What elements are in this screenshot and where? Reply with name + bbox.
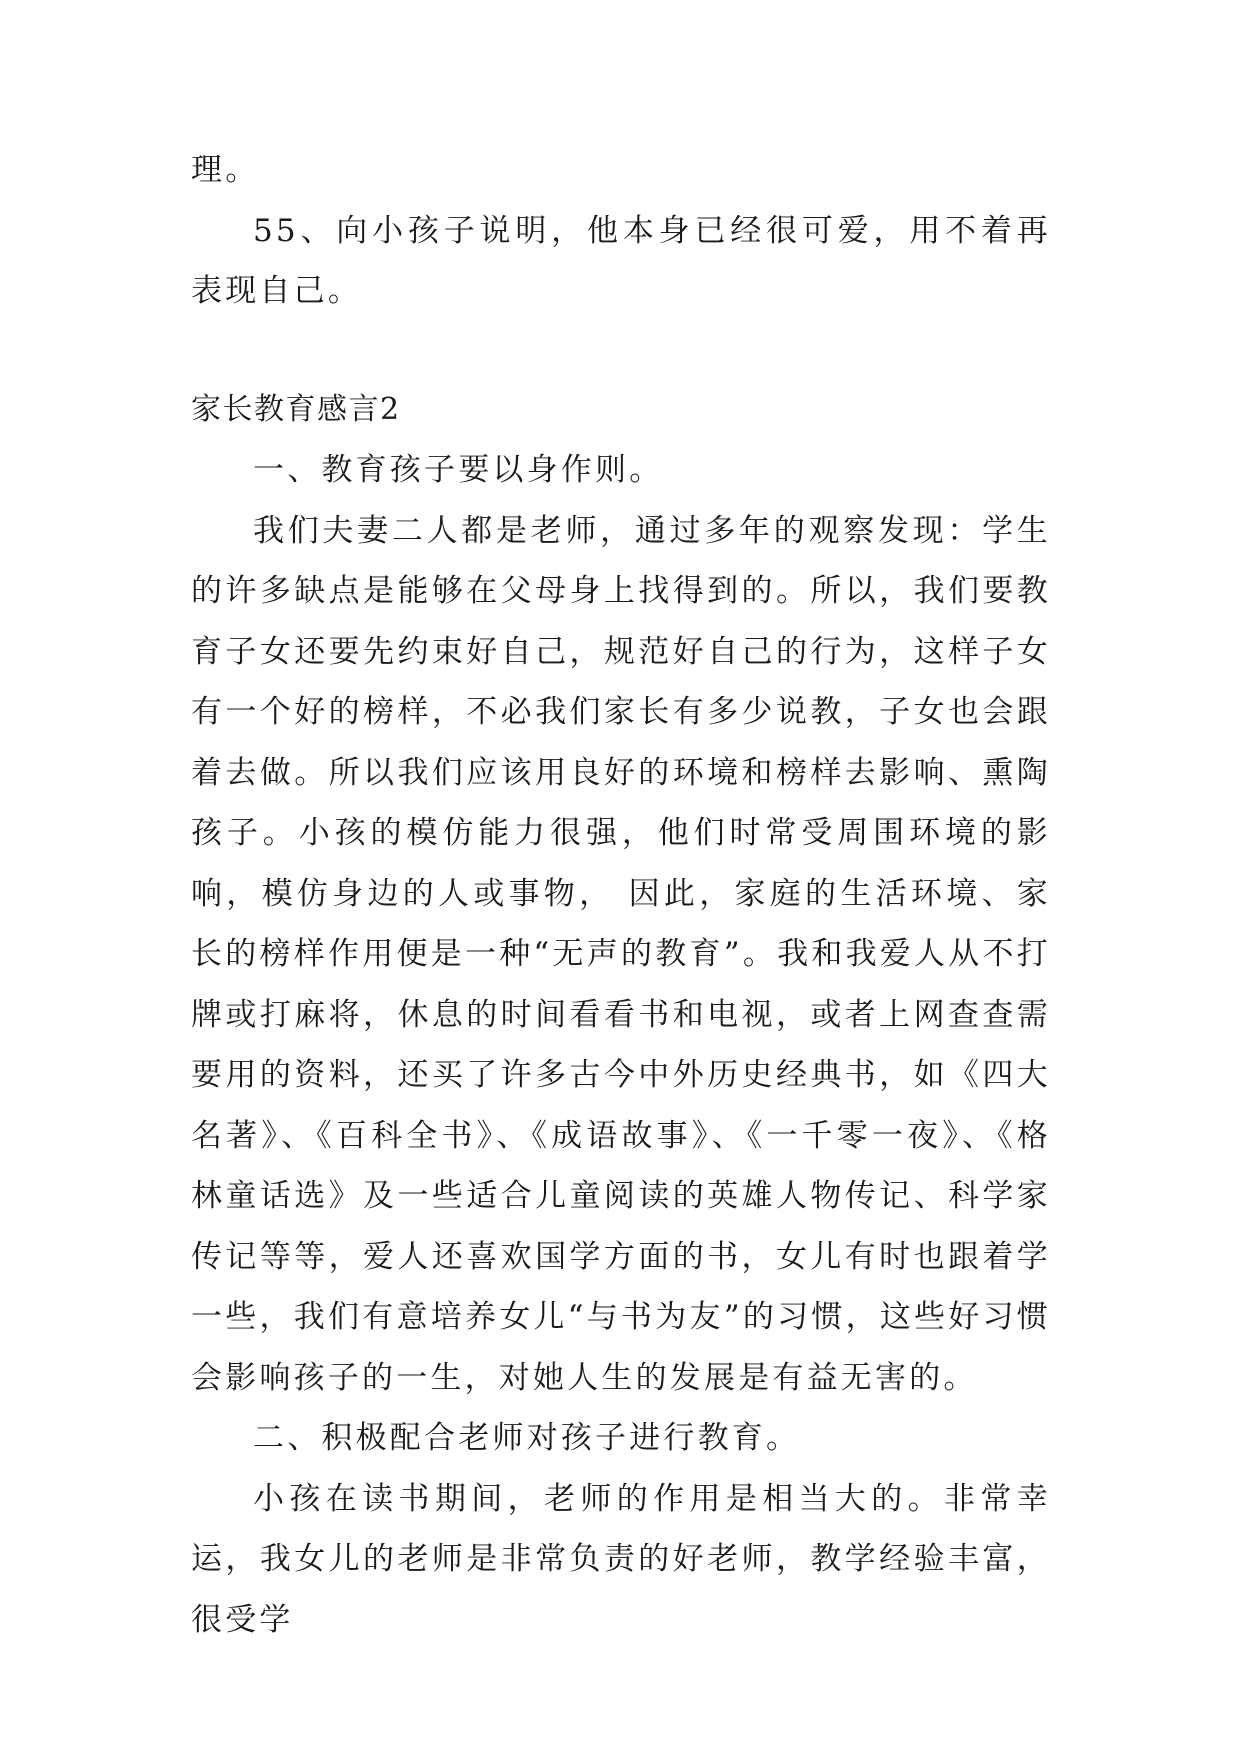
paragraph-item-55: 55、向小孩子说明，他本身已经很可爱，用不着再表现自己。 (191, 212, 1051, 309)
subheading-two: 二、积极配合老师对孩子进行教育。 (253, 1420, 801, 1456)
section-heading: 家长教育感言2 (191, 391, 401, 427)
paragraph-continuation: 理。 (191, 152, 260, 188)
paragraph-body-one: 我们夫妻二人都是老师，通过多年的观察发现：学生的许多缺点是能够在父母身上找得到的。所以，我们要教育子女还要先约束好自己，规范好自己的行为，这样子女有一个好的榜样，不必我们家长有多少说教，子女也会跟着去做。所以我们应该用良好的环境和榜样去影响、熏陶孩子。小孩的模仿能力很强，他们时常受周围环境的影响，模仿身边的人或事物， 因此，家庭的生活环境、家长的榜样作用便是一种“无声的教育”。我和我爱人从不打牌或打麻将，休息的时间看看书和电视，或者上网查查需要用的资料，还买了许多古今中外历史经典书，如《四大名著》、《百科全书》、《成语故事》、《一千零一夜》、《格林童话选》及一些适合儿童阅读的英雄人物传记、科学家传记等等，爱人还喜欢国学方面的书，女儿有时也跟着学一些，我们有意培养女儿“与书为友”的习惯，这些好习惯会影响孩子的一生，对她人生的发展是有益无害的。 (191, 512, 1051, 1396)
subheading-one: 一、教育孩子要以身作则。 (253, 452, 664, 488)
document-page (191, 140, 1051, 1650)
paragraph-body-two: 小孩在读书期间，老师的作用是相当大的。非常幸运，我女儿的老师是非常负责的好老师，教学经验丰富，很受学 (191, 1480, 1051, 1638)
